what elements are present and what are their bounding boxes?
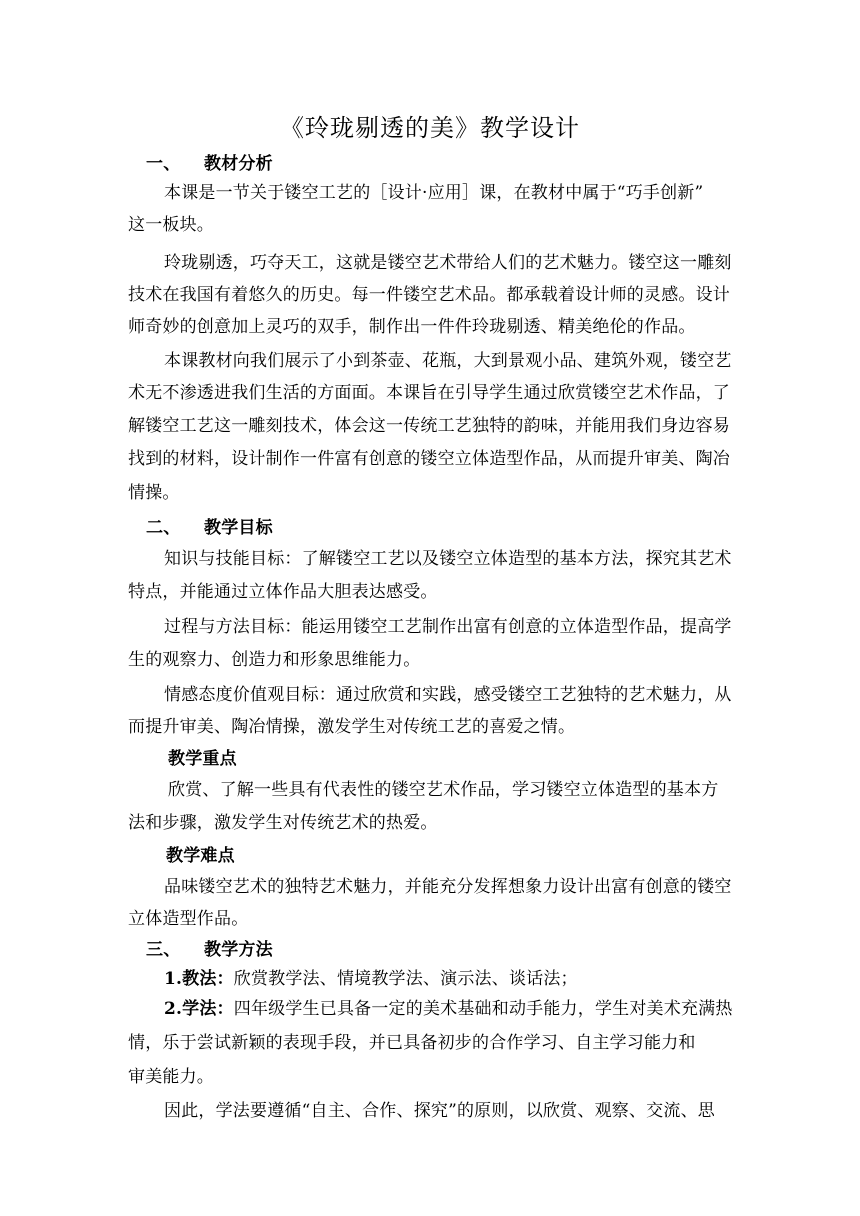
paragraph-line: 审美能力。 xyxy=(128,1067,214,1087)
learning-method-line: 2.学法：四年级学生已具备一定的美术基础和动手能力，学生对美术充满热 xyxy=(164,999,733,1019)
paragraph-line: 术无不渗透进我们生活的方面面。本课旨在引导学生通过欣赏镂空艺术作品，了 xyxy=(128,383,730,403)
document-title: 《玲珑剔透的美》教学设计 xyxy=(280,114,580,142)
paragraph-line: 法和步骤，激发学生对传统艺术的热爱。 xyxy=(128,813,438,833)
paragraph-line: 玲珑剔透，巧夺天工，这就是镂空艺术带给人们的艺术魅力。镂空这一雕刻 xyxy=(164,253,732,273)
paragraph-line: 本课是一节关于镂空工艺的［设计·应用］课，在教材中属于“巧手创新” xyxy=(164,183,704,203)
paragraph-line: 情，乐于尝试新颖的表现手段，并已具备初步的合作学习、自主学习能力和 xyxy=(128,1033,696,1053)
paragraph-line: 解镂空工艺这一雕刻技术，体会这一传统工艺独特的韵味，并能用我们身边容易 xyxy=(128,416,730,436)
paragraph-line: 因此，学法要遵循“自主、合作、探究”的原则，以欣赏、观察、交流、思 xyxy=(164,1101,715,1121)
learning-method-label: 2.学法： xyxy=(164,999,234,1019)
paragraph-line: 而提升审美、陶冶情操，激发学生对传统工艺的喜爱之情。 xyxy=(128,717,576,737)
paragraph-line: 欣赏、了解一些具有代表性的镂空艺术作品，学习镂空立体造型的基本方 xyxy=(168,780,719,800)
subheading-difficulties: 教学难点 xyxy=(166,846,235,866)
paragraph-line: 技术在我国有着悠久的历史。每一件镂空艺术品。都承载着设计师的灵感。设计 xyxy=(128,285,730,305)
paragraph-line: 本课教材向我们展示了小到茶壶、花瓶，大到景观小品、建筑外观，镂空艺 xyxy=(164,351,732,371)
paragraph-line: 找到的材料，设计制作一件富有创意的镂空立体造型作品，从而提升审美、陶冶 xyxy=(128,449,730,469)
paragraph-line: 过程与方法目标：能运用镂空工艺制作出富有创意的立体造型作品，提高学 xyxy=(164,617,732,637)
paragraph-line: 这一板块。 xyxy=(128,215,214,235)
paragraph-line: 知识与技能目标：了解镂空工艺以及镂空立体造型的基本方法，探究其艺术 xyxy=(164,549,732,569)
paragraph-line: 情感态度价值观目标：通过欣赏和实践，感受镂空工艺独特的艺术魅力，从 xyxy=(164,685,732,705)
section-heading-3: 三、 教学方法 xyxy=(146,940,273,960)
paragraph-line: 师奇妙的创意加上灵巧的双手，制作出一件件玲珑剔透、精美绝伦的作品。 xyxy=(128,317,696,337)
teaching-method-label: 1.教法： xyxy=(164,969,234,989)
subheading-key-points: 教学重点 xyxy=(168,749,237,769)
section-heading-2: 二、 教学目标 xyxy=(146,518,273,538)
paragraph-line: 特点，并能通过立体作品大胆表达感受。 xyxy=(128,582,438,602)
paragraph-line: 生的观察力、创造力和形象思维能力。 xyxy=(128,650,421,670)
teaching-method-line: 1.教法：欣赏教学法、情境教学法、演示法、谈话法； xyxy=(164,969,578,989)
paragraph-line: 立体造型作品。 xyxy=(128,909,249,929)
paragraph-line: 品味镂空艺术的独特艺术魅力，并能充分发挥想象力设计出富有创意的镂空 xyxy=(164,877,732,897)
section-heading-1: 一、 教材分析 xyxy=(146,154,273,174)
paragraph-line: 情操。 xyxy=(128,483,180,503)
